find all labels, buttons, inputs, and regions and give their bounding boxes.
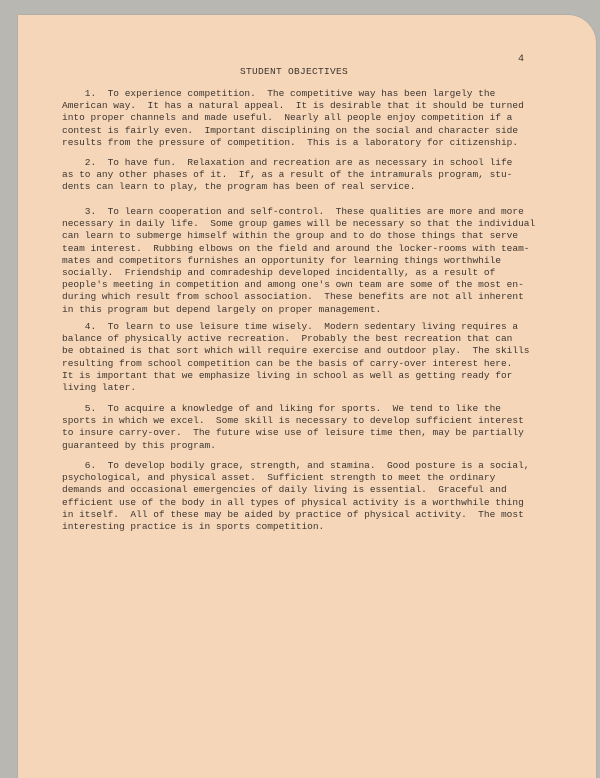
paragraph-objective-1: [62, 88, 542, 149]
text-line: can learn to submerge himself within the group and to do those things that serve: [62, 230, 519, 242]
text-line: necessary in daily life. Some group games will be necessary so that the individual: [62, 218, 536, 230]
text-line: into proper channels and made useful. Nearly all people enjoy competition if a: [62, 112, 513, 124]
text-line: 1. To experience competition. The competitive way has been largely the: [62, 88, 496, 99]
text-line: guaranteed by this program.: [62, 439, 216, 451]
text-line: resulting from school competition can be the basis of carry-over interest here.: [62, 357, 513, 369]
page-number: 4: [518, 54, 525, 65]
text-line: psychological, and physical asset. Sufficient strength to meet the ordinary: [62, 472, 496, 484]
text-line: in itself. All of these may be aided by practice of physical activity. The most: [62, 508, 524, 520]
paragraph-objective-5: [62, 403, 542, 452]
text-line: as to any other phases of it. If, as a result of the intramurals program, stu-: [62, 169, 513, 181]
text-line: in this program but depend largely on proper management.: [62, 303, 382, 315]
text-line: mates and competitors furnishes an opportunity for learning things worthwhile: [62, 254, 501, 266]
text-line: contest is fairly even. Important disciplining on the social and character side: [62, 124, 519, 136]
text-line: 2. To have fun. Relaxation and recreation are as necessary in school life: [62, 157, 513, 168]
paragraph-objective-3: [62, 206, 542, 316]
paragraph-objective-6: [62, 460, 542, 533]
text-line: 6. To develop bodily grace, strength, and stamina. Good posture is a social,: [62, 460, 530, 471]
page-title: STUDENT OBJECTIVES: [240, 66, 349, 77]
paragraph-objective-4: [62, 321, 542, 394]
text-line: 5. To acquire a knowledge of and liking for sports. We tend to like the: [62, 403, 501, 414]
text-line: to insure carry-over. The future wise use of leisure time then, may be partially: [62, 427, 524, 439]
text-line: dents can learn to play, the program has been of real service.: [62, 181, 416, 193]
text-line: socially. Friendship and comradeship developed incidentally, as a result of: [62, 267, 496, 279]
text-line: living later.: [62, 382, 137, 394]
text-line: results from the pressure of competition. This is a laboratory for citizenship.: [62, 136, 519, 148]
text-line: demands and occasional emergencies of daily living is essential. Graceful and: [62, 484, 507, 496]
text-line: be obtained is that sort which will require exercise and outdoor play. The skills: [62, 345, 530, 357]
text-line: 4. To learn to use leisure time wisely. Modern sedentary living requires a: [62, 321, 519, 332]
text-line: efficient use of the body in all types of physical activity is a worthwhile thing: [62, 496, 524, 508]
text-line: team interest. Rubbing elbows on the field and around the locker-rooms with team-: [62, 242, 530, 254]
text-line: 3. To learn cooperation and self-control. These qualities are more and more: [62, 206, 524, 217]
text-line: people's meeting in competition and among one's own team are some of the most en-: [62, 279, 524, 291]
text-line: It is important that we emphasize living in school as well as getting ready for: [62, 369, 513, 381]
text-line: sports in which we excel. Some skill is necessary to develop sufficient interest: [62, 415, 524, 427]
text-line: interesting practice is in sports competition.: [62, 521, 325, 533]
paragraph-objective-2: [62, 157, 542, 194]
text-line: American way. It has a natural appeal. It is desirable that it should be turned: [62, 100, 524, 112]
text-line: during which result from school association. These benefits are not all inherent: [62, 291, 524, 303]
text-line: balance of physically active recreation. Probably the best recreation that can: [62, 333, 513, 345]
